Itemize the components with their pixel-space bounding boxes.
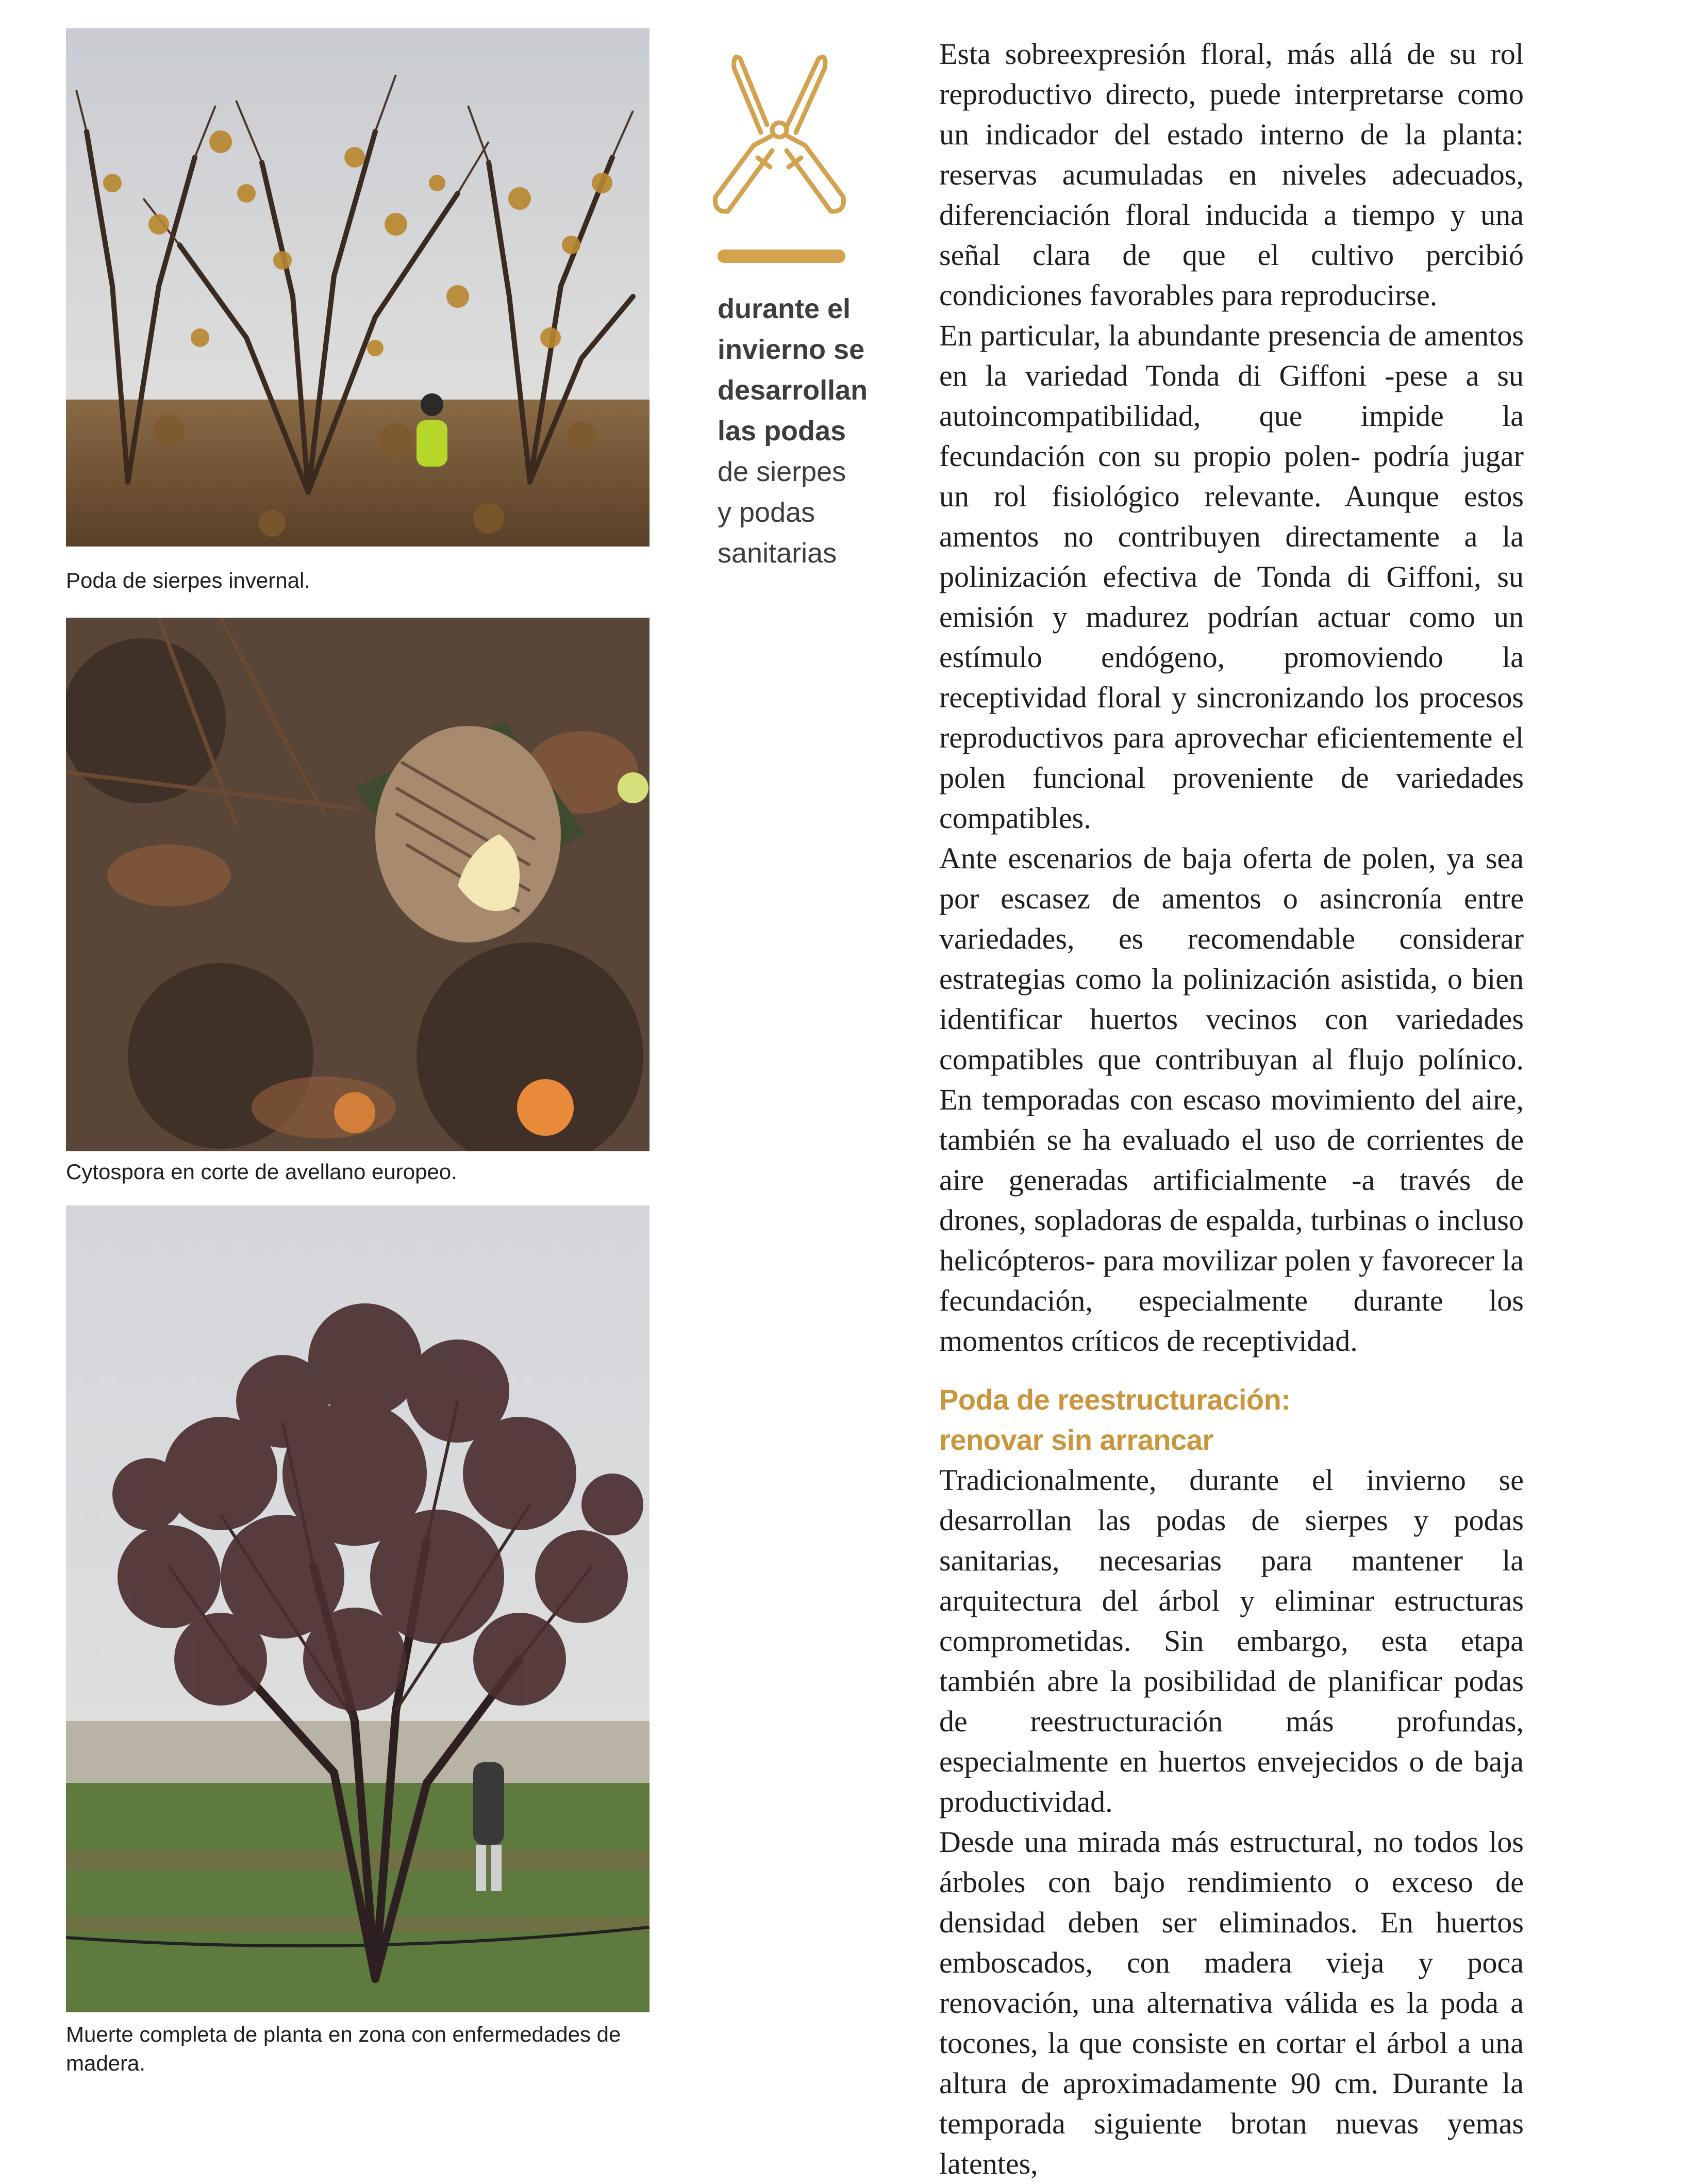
section-heading-line: renovar sin arrancar [939,1424,1213,1456]
section-heading [939,1380,1524,1460]
pruning-shears-icon [710,47,848,223]
figure-caption: Cytospora en corte de avellano europeo. [66,1160,457,1184]
photo-winter-pruning [66,28,649,547]
article-paragraph: Ante escenarios de baja oferta de polen, ya sea por escasez de amentos o asincronía entre variedades, es recomendable considerar estrategias como la polinización asistida, o bien identificar huertos vecinos con variedades compatibles que contribuyan al flujo polínico. En temporadas con escaso movimiento del aire, también se ha evaluado el uso de corrientes de aire generadas artificialmente -a través de drones, sopladoras de espalda, turbinas o incluso helicópteros- para movilizar polen y favorecer la fecundación, especialmente durante los momentos críticos de receptividad. [939,841,1524,1358]
article-paragraph: Desde una mirada más estructural, no todos los árboles con bajo rendimiento o exceso de densidad deben ser eliminados. En huertos emboscados, con madera vieja y poca renovación, una alternativa válida es la poda a tocones, la que consiste en cortar el árbol a una altura de aproximadamente 90 cm. Durante la temporada siguiente brotan nuevas yemas latentes, [939,1825,1524,2180]
pull-quote [718,289,888,574]
pull-quote-line: las podas [718,416,846,446]
section-heading-line: Poda de reestructuración: [939,1383,1291,1416]
orchard-photo-illustration [66,28,649,547]
dead-tree-illustration [66,1205,649,2012]
figure-caption: Poda de sierpes invernal. [66,568,310,592]
pull-quote-line: sanitarias [718,538,837,569]
pull-quote-line: durante el [718,293,851,324]
photo-dead-tree [66,1205,649,2012]
pull-quote-line: desarrollan [718,375,868,406]
article-body [939,34,1524,2184]
article-paragraph: Esta sobreexpresión floral, más allá de su rol reproductivo directo, puede interpretarse como un indicador del estado interno de la planta: reservas acumuladas en niveles adecuados, diferenciación floral inducida a tiempo y una señal clara de que el cultivo percibió condiciones favorables para reproducirse. [939,37,1524,312]
article-paragraph: En particular, la abundante presencia de amentos en la variedad Tonda di Giffoni -pese a su autoincompatibilidad, que impide la fecundación con su propio polen- podría jugar un rol fisiológico relevante. Aunque estos amentos no contribuyen directamente a la polinización efectiva de Tonda di Giffoni, su emisión y madurez podrían actuar como un estímulo endógeno, promoviendo la receptividad floral y sincronizando los procesos reproductivos para aprovechar eficientemente el polen funcional proveniente de variedades compatibles. [939,319,1524,835]
figure-caption: Muerte completa de planta en zona con enfermedades de madera. [66,2022,621,2075]
pull-quote-line: invierno se [718,334,865,365]
article-paragraph: Tradicionalmente, durante el invierno se desarrollan las podas de sierpes y podas sanitarias, necesarias para mantener la arquitectura del árbol y eliminar estructuras comprometidas. Sin embargo, esta etapa también abre la posibilidad de planificar podas de reestructuración más profundas, especialmente en huertos envejecidos o de baja productividad. [939,1463,1524,1818]
branch-cut-illustration [66,618,649,1151]
pull-quote-line: y podas [718,497,815,528]
photo-cytospora-cut [66,618,649,1151]
article-section [939,1380,1524,2184]
pull-quote-line: de sierpes [718,456,846,487]
accent-divider [718,250,845,263]
